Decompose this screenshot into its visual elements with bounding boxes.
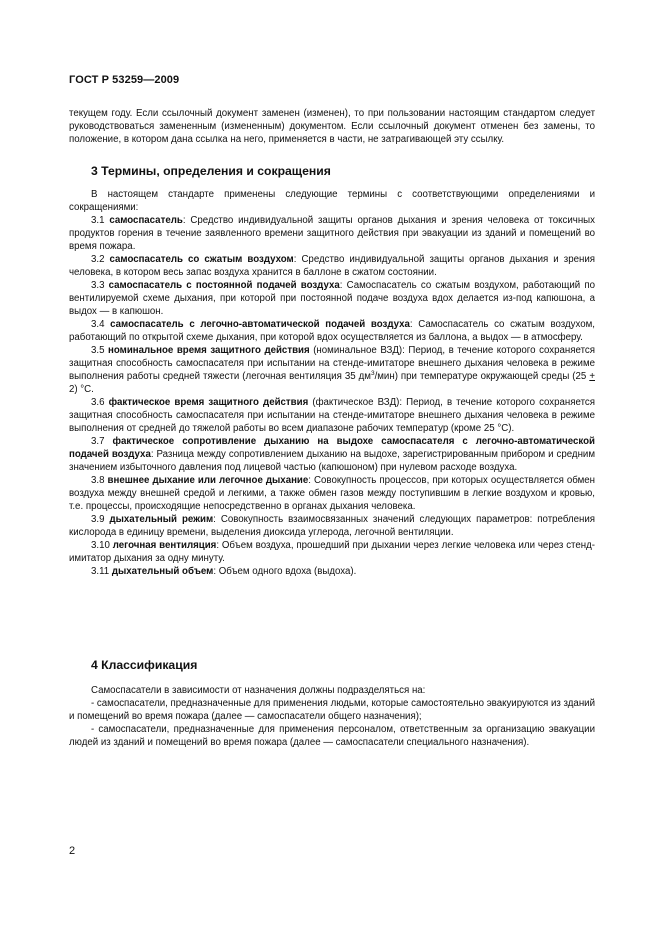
term-number: 3.10 bbox=[91, 540, 110, 551]
term-name: самоспасатель со сжатым воздухом bbox=[109, 254, 294, 265]
term-definition: : Самоспасатель со сжатым воздухом, работающий по открытой схеме дыхания, при которой вдох осуществляется из баллона, а выдох — в атмосферу. bbox=[69, 319, 595, 343]
term-number: 3.1 bbox=[91, 215, 105, 226]
term-number: 3.2 bbox=[91, 254, 105, 265]
term-name: самоспасатель с постоянной подачей воздуха bbox=[108, 280, 340, 291]
term-number: 3.4 bbox=[91, 319, 105, 330]
term-definition: : Совокупность процессов, при которых осуществляется обмен воздуха между внешней средой и легкими, а также обмен газов между поступившим в легкие воздухом и кровью, т.е. процессы, происходящие непосредственно в органах дыхания человека. bbox=[69, 475, 595, 512]
term-number: 3.9 bbox=[91, 514, 105, 525]
section-4-title: 4 Классификация bbox=[91, 658, 198, 672]
term-3-4 bbox=[69, 318, 595, 344]
term-definition: (фактическое ВЗД): Период, в течение которого сохраняется защитная способность самоспасателя при испытании на стенде-имитаторе внешнего дыхания человека в режиме выполнения от средней до тяжелой работы во всем диапазоне рабочих температур (кроме 25 °С). bbox=[69, 397, 595, 434]
term-definition: : Средство индивидуальной защиты органов дыхания и зрения человека, в котором весь запас воздуха хранится в баллоне в сжатом состоянии. bbox=[69, 254, 595, 278]
term-name: фактическое сопротивление дыханию на выдохе самоспасателя с легочно-автоматической подачей воздуха bbox=[69, 436, 595, 460]
term-name: легочная вентиляция bbox=[112, 540, 217, 551]
term-3-9 bbox=[69, 513, 595, 539]
term-3-6 bbox=[69, 396, 595, 435]
term-definition-end: 2) °С. bbox=[69, 384, 94, 395]
term-3-8 bbox=[69, 474, 595, 513]
superscript-3: 3 bbox=[370, 369, 375, 377]
term-number: 3.5 bbox=[91, 345, 105, 356]
intro-paragraph bbox=[69, 107, 595, 146]
term-name: внешнее дыхание или легочное дыхание bbox=[107, 475, 309, 486]
term-definition: (номинальное ВЗД): Период, в течение которого сохраняется защитная способность самоспасателя при испытании на стенде-имитаторе внешнего дыхания человека в режиме выполнения работы средней тяжести (легочная вентиляция 35 дм bbox=[69, 345, 595, 382]
term-number: 3.6 bbox=[91, 397, 105, 408]
term-definition: : Разница между сопротивлением дыханию на выдохе, зарегистрированным прибором и средним значением избыточного давления под лицевой частью (капюшоном) при нулевом расходе воздуха. bbox=[69, 449, 595, 473]
term-number: 3.8 bbox=[91, 475, 105, 486]
term-3-5 bbox=[69, 344, 595, 396]
section-4-lead: Самоспасатели в зависимости от назначения должны подразделяться на: bbox=[91, 685, 426, 696]
term-definition: : Объем одного вдоха (выдоха). bbox=[213, 566, 357, 577]
term-number: 3.7 bbox=[91, 436, 105, 447]
term-name: дыхательный объем bbox=[111, 566, 214, 577]
classification-item: - самоспасатели, предназначенные для применения персоналом, ответственным за организацию эвакуации людей из зданий и помещений во время пожара (далее — самоспасатели специального назначения). bbox=[69, 724, 595, 748]
section-3-title: 3 Термины, определения и сокращения bbox=[91, 164, 331, 178]
term-definition: : Средство индивидуальной защиты органов дыхания и зрения человека от токсичных продуктов горения в течение заявленного времени защитного действия при эвакуации из зданий и помещений во время пожара. bbox=[69, 215, 595, 252]
term-3-7 bbox=[69, 435, 595, 474]
term-definition: : Совокупность взаимосвязанных значений следующих параметров: потребления кислорода в единицу времени, выделения диоксида углерода, легочной вентиляции. bbox=[69, 514, 595, 538]
section-3-body bbox=[69, 188, 595, 578]
term-3-10 bbox=[69, 539, 595, 565]
term-name: самоспасатель с легочно-автоматической подачей воздуха bbox=[110, 319, 410, 330]
section-4-body bbox=[69, 684, 595, 749]
term-3-1 bbox=[69, 214, 595, 253]
term-3-3 bbox=[69, 279, 595, 318]
term-number: 3.3 bbox=[91, 280, 105, 291]
term-definition-cont: /мин) при температуре окружающей среды (25 bbox=[374, 371, 590, 382]
term-name: дыхательный режим bbox=[109, 514, 214, 525]
term-number: 3.11 bbox=[91, 566, 110, 577]
page-number: 2 bbox=[69, 845, 76, 857]
section-3-lead: В настоящем стандарте применены следующие термины с соответствующими определениями и сокращениями: bbox=[69, 189, 595, 213]
term-definition: : Объем воздуха, прошедший при дыхании через легкие человека или через стенд-имитатор дыхания за одну минуту. bbox=[69, 540, 596, 564]
plus-minus-sign: + bbox=[589, 371, 595, 382]
term-3-11 bbox=[69, 565, 595, 578]
term-name: фактическое время защитного действия bbox=[108, 397, 309, 408]
intro-text: текущем году. Если ссылочный документ заменен (изменен), то при пользовании настоящим стандартом следует руководствоваться замененным (измененным) документом. Если ссылочный документ отменен без замены, то положение, в котором дана ссылка на него, применяется в части, не затрагивающей эту ссылку. bbox=[69, 108, 595, 145]
term-name: самоспасатель bbox=[109, 215, 183, 226]
term-name: номинальное время защитного действия bbox=[108, 345, 310, 356]
document-header-code: ГОСТ Р 53259—2009 bbox=[69, 74, 180, 86]
classification-item: - самоспасатели, предназначенные для применения людьми, которые самостоятельно эвакуируются из зданий и помещений во время пожара (далее — самоспасатели общего назначения); bbox=[69, 698, 595, 722]
term-definition: : Самоспасатель со сжатым воздухом, работающий по вентилируемой схеме дыхания, при которой при постоянной подаче воздуха вдох делается из-под капюшона, а выдох — в капюшон. bbox=[69, 280, 595, 317]
term-3-2 bbox=[69, 253, 595, 279]
